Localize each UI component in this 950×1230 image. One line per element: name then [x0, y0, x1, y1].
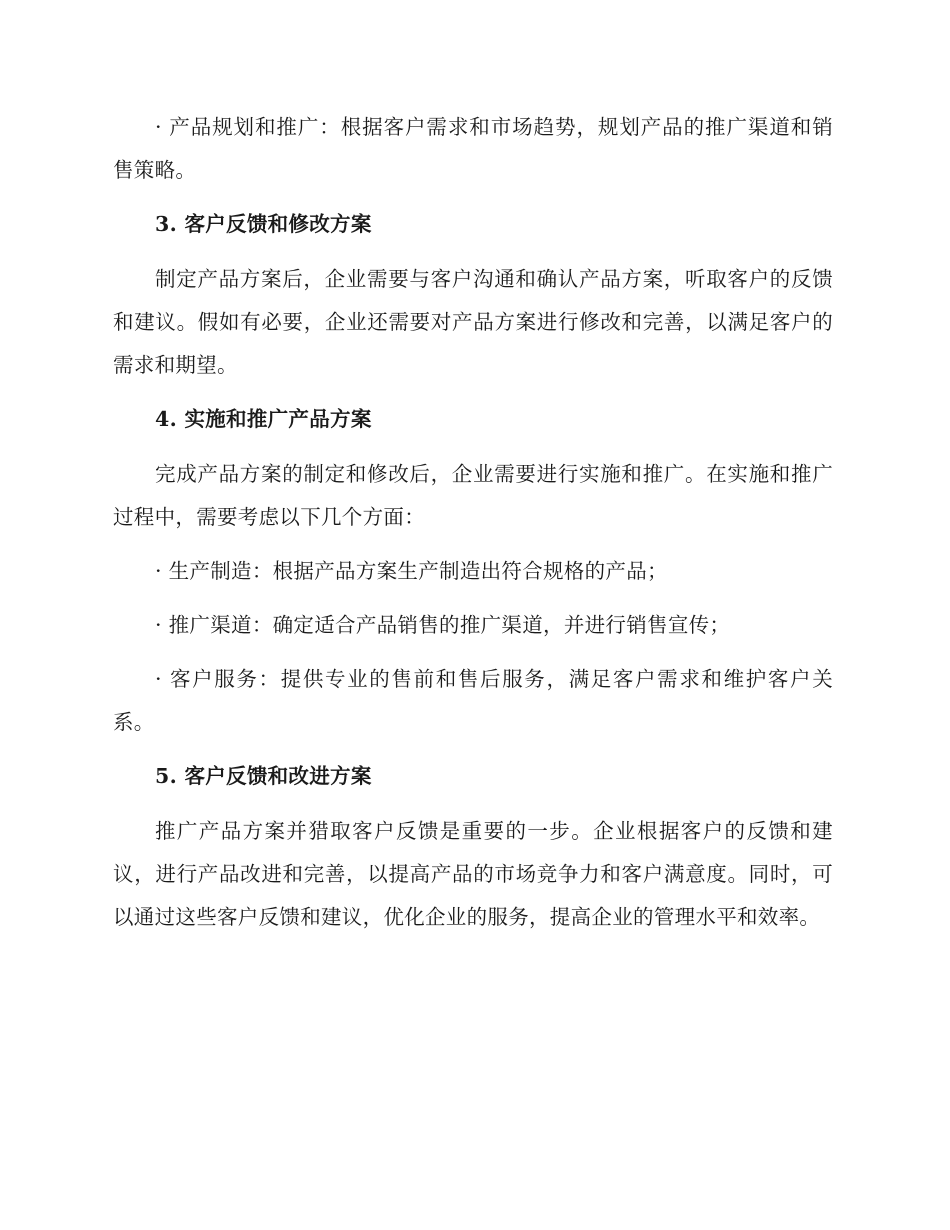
- section-heading-4: 4. 实施和推广产品方案: [155, 407, 372, 431]
- paragraph-section-4: 完成产品方案的制定和修改后，企业需要进行实施和推广。在实施和推广过程中，需要考虑以下几个方面：: [113, 462, 833, 529]
- bullet-product-planning: · 产品规划和推广：根据客户需求和市场趋势，规划产品的推广渠道和销售策略。: [113, 115, 833, 182]
- bullet-production: · 生产制造：根据产品方案生产制造出符合规格的产品；: [155, 559, 668, 583]
- bullet-customer-service: · 客户服务：提供专业的售前和售后服务，满足客户需求和维护客户关系。: [113, 667, 833, 734]
- paragraph-section-3: 制定产品方案后，企业需要与客户沟通和确认产品方案，听取客户的反馈和建议。假如有必要，企业还需要对产品方案进行修改和完善，以满足客户的需求和期望。: [113, 267, 833, 377]
- bullet-promotion-channel: · 推广渠道：确定适合产品销售的推广渠道，并进行销售宣传；: [155, 613, 731, 637]
- paragraph-section-5: 推广产品方案并猎取客户反馈是重要的一步。企业根据客户的反馈和建议，进行产品改进和完善，以提高产品的市场竞争力和客户满意度。同时，可以通过这些客户反馈和建议，优化企业的服务，提高企业的管理水平和效率。: [113, 819, 833, 929]
- section-heading-3: 3. 客户反馈和修改方案: [155, 212, 372, 236]
- section-heading-5: 5. 客户反馈和改进方案: [155, 764, 372, 788]
